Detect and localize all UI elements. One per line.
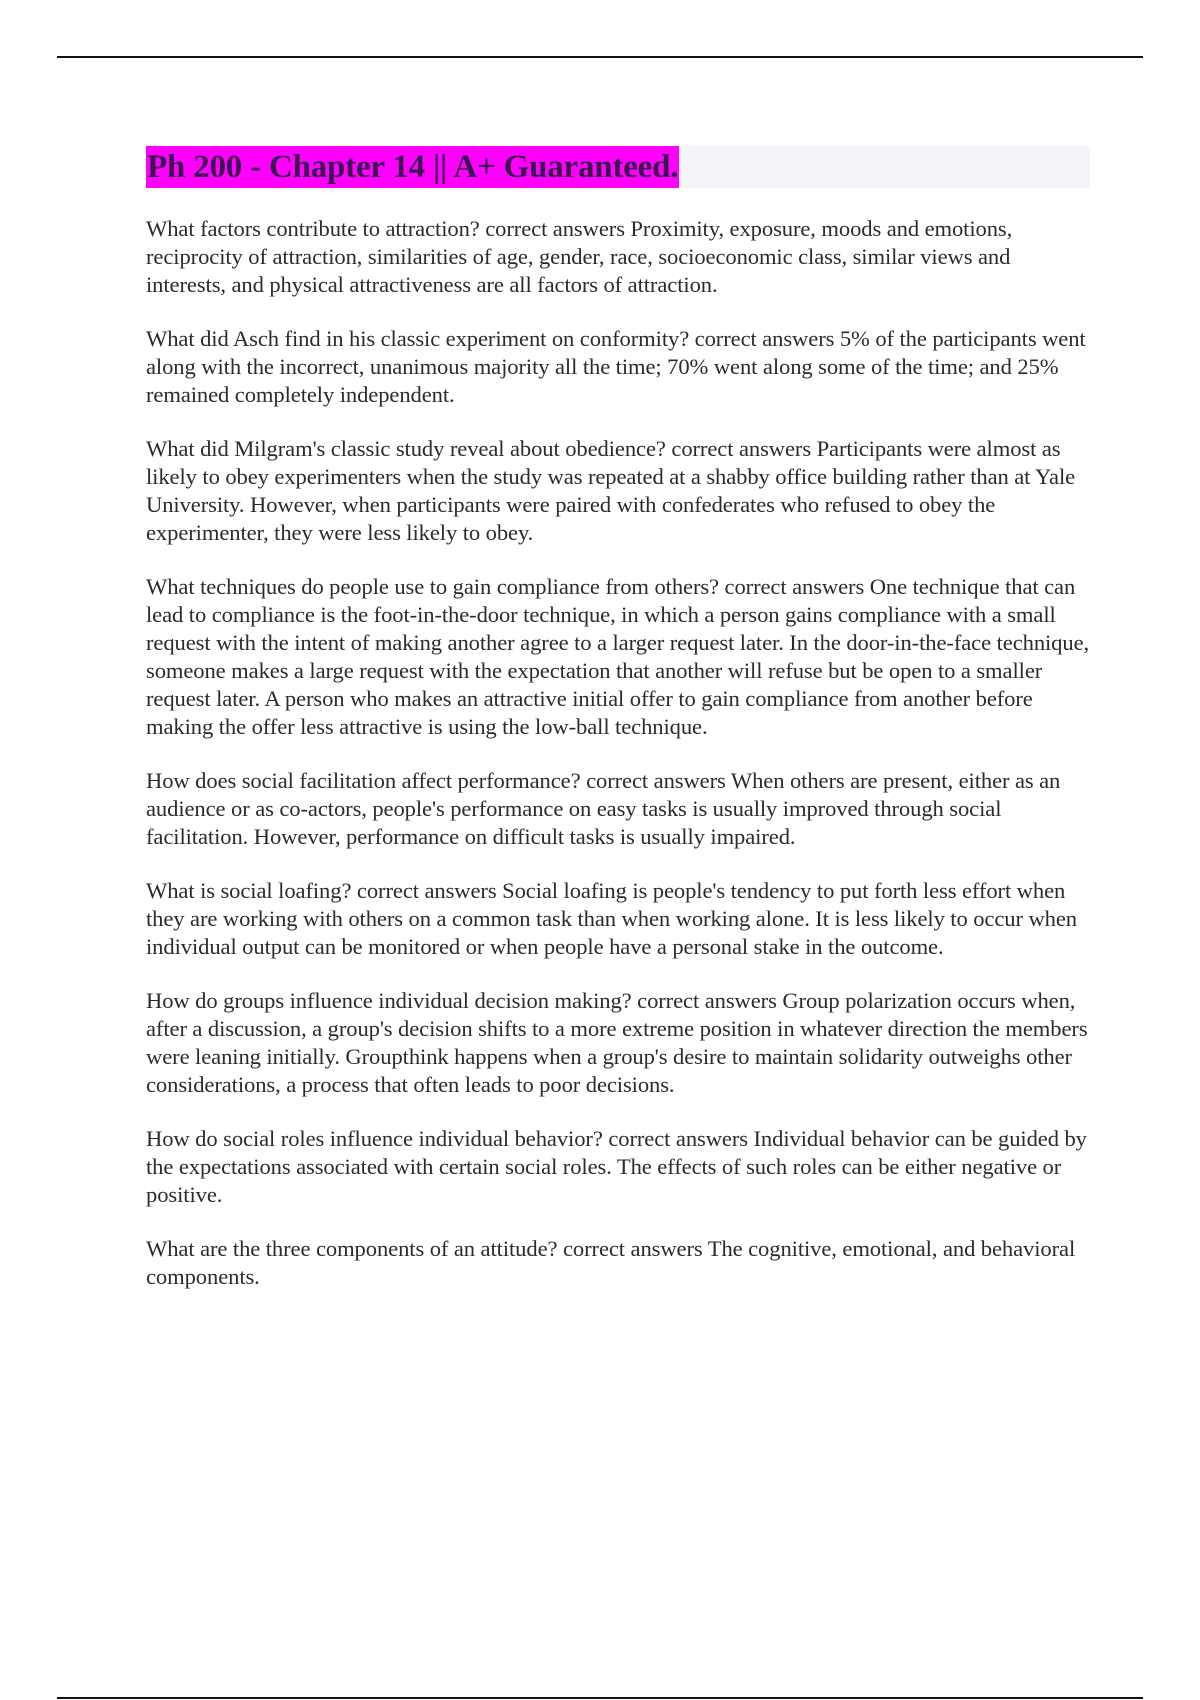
- qa-item-compliance-techniques: What techniques do people use to gain compliance from others? correct answers One technique that can lead to compliance is the foot-in-the-door technique, in which a person gains compliance with a small request with the intent of making another agree to a larger request later. In the door-in-the-face technique, someone makes a large request with the expectation that another will refuse but be open to a smaller request later. A person who makes an attractive initial offer to gain compliance from another before making the offer less attractive is using the low-ball technique.: [146, 574, 1090, 739]
- qa-item-social-facilitation: How does social facilitation affect performance? correct answers When others are present, either as an audience or as co-actors, people's performance on easy tasks is usually improved through social facilitation. However, performance on difficult tasks is usually impaired.: [146, 768, 1061, 849]
- title-bar: [146, 146, 1090, 188]
- document-title: Ph 200 - Chapter 14 || A+ Guaranteed.: [146, 146, 679, 188]
- qa-item-milgram-obedience: What did Milgram's classic study reveal about obedience? correct answers Participants were almost as likely to obey experimenters when the study was repeated at a shabby office building rather than at Yale University. However, when participants were paired with confederates who refused to obey the experimenter, they were less likely to obey.: [146, 436, 1076, 545]
- top-rule: [57, 56, 1143, 58]
- qa-item-attitude-components: What are the three components of an attitude? correct answers The cognitive, emotional, and behavioral components.: [146, 1236, 1076, 1289]
- qa-item-social-roles: How do social roles influence individual behavior? correct answers Individual behavior can be guided by the expectations associated with certain social roles. The effects of such roles can be either negative or positive.: [146, 1126, 1087, 1207]
- qa-item-asch-conformity: What did Asch find in his classic experiment on conformity? correct answers 5% of the participants went along with the incorrect, unanimous majority all the time; 70% went along some of the time; and 25% remained completely independent.: [146, 326, 1086, 407]
- qa-item-social-loafing: What is social loafing? correct answers Social loafing is people's tendency to put forth less effort when they are working with others on a common task than when working alone. It is less likely to occur when individual output can be monitored or when people have a personal stake in the outcome.: [146, 878, 1077, 959]
- bottom-rule: [57, 1697, 1143, 1699]
- document-body: [146, 146, 1090, 1317]
- qa-item-attraction: What factors contribute to attraction? correct answers Proximity, exposure, moods and emotions, reciprocity of attraction, similarities of age, gender, race, socioeconomic class, similar views and interests, and physical attractiveness are all factors of attraction.: [146, 216, 1013, 297]
- qa-item-group-decision-making: How do groups influence individual decision making? correct answers Group polarization occurs when, after a discussion, a group's decision shifts to a more extreme position in whatever direction the members were leaning initially. Groupthink happens when a group's desire to maintain solidarity outweighs other considerations, a process that often leads to poor decisions.: [146, 988, 1088, 1097]
